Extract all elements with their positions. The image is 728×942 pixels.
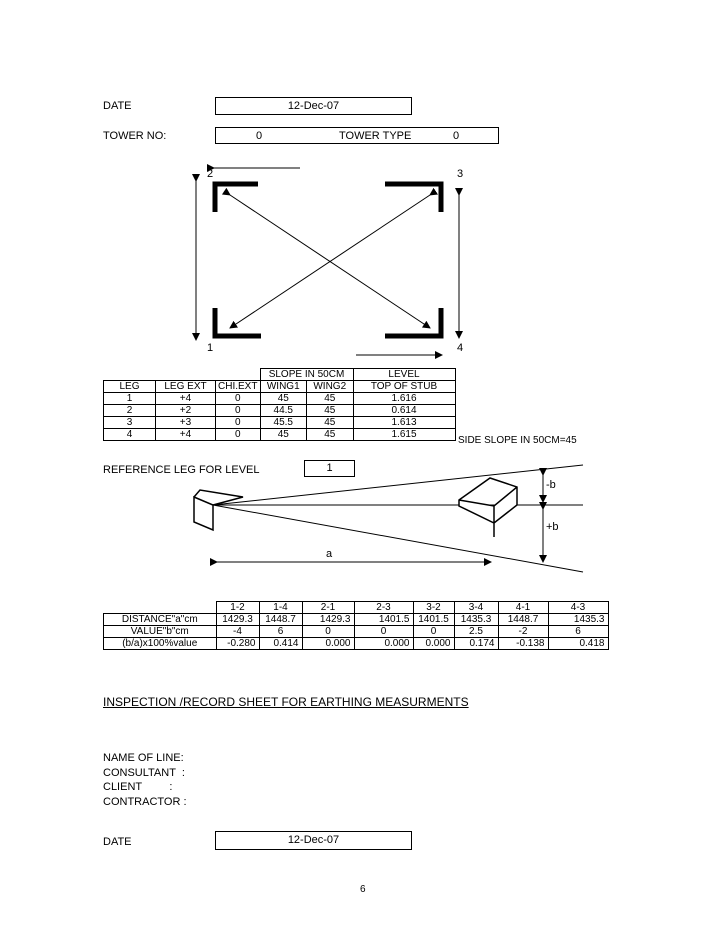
earthing-date-field[interactable]: 12-Dec-07 — [215, 831, 412, 850]
cell: 45 — [307, 393, 354, 405]
cell: 0 — [216, 393, 261, 405]
table-row — [104, 614, 609, 626]
col-header: WING1 — [260, 381, 307, 393]
col-header: 3-2 — [413, 602, 454, 614]
earthing-date-label: DATE — [103, 836, 132, 848]
date-field[interactable]: 12-Dec-07 — [215, 97, 412, 115]
row-label: DISTANCE"a"cm — [104, 614, 217, 626]
cell: 0 — [413, 626, 454, 638]
col-header: 1-2 — [216, 602, 259, 614]
cell: 1401.5 — [354, 614, 413, 626]
cell: 0 — [354, 626, 413, 638]
cell: -2 — [498, 626, 548, 638]
right-stub — [459, 478, 517, 537]
cell: 4 — [104, 429, 156, 441]
table-row — [104, 638, 609, 650]
cell: -0.138 — [498, 638, 548, 650]
contractor-label: CONTRACTOR : — [103, 796, 187, 808]
earthing-heading: INSPECTION /RECORD SHEET FOR EARTHING MEASURMENTS — [103, 695, 469, 709]
cell: 3 — [104, 417, 156, 429]
level-group-header: LEVEL — [353, 369, 455, 381]
cell: 6 — [259, 626, 302, 638]
tower-type-value[interactable]: 0 — [453, 130, 460, 142]
cell: 0.418 — [548, 638, 608, 650]
row-label: VALUE"b"cm — [104, 626, 217, 638]
cell: -4 — [216, 626, 259, 638]
cell: 45 — [260, 393, 307, 405]
upper-sight-line — [213, 465, 583, 505]
plus-b-label: +b — [546, 521, 559, 533]
col-header: 2-3 — [354, 602, 413, 614]
cell: 6 — [548, 626, 608, 638]
col-header: TOP OF STUB — [353, 381, 455, 393]
cell: 2 — [104, 405, 156, 417]
cell: 45 — [307, 417, 354, 429]
col-header: 3-4 — [454, 602, 498, 614]
table-row — [104, 626, 609, 638]
minus-b-label: -b — [546, 479, 556, 491]
cell: 1429.3 — [302, 614, 354, 626]
cell: 45.5 — [260, 417, 307, 429]
date-label: DATE — [103, 100, 132, 112]
cell: 0.000 — [302, 638, 354, 650]
corner-label-1: 1 — [207, 342, 214, 354]
left-stub — [194, 490, 243, 530]
page-number: 6 — [360, 884, 366, 895]
col-header: 1-4 — [259, 602, 302, 614]
corner-label-2: 2 — [207, 168, 214, 180]
col-header: 4-1 — [498, 602, 548, 614]
cell: +2 — [156, 405, 216, 417]
tower-no-value[interactable]: 0 — [256, 130, 263, 142]
cell: 1 — [104, 393, 156, 405]
cell: 1429.3 — [216, 614, 259, 626]
cell: 0 — [302, 626, 354, 638]
tower-no-label: TOWER NO: — [103, 130, 167, 142]
cell: 0.000 — [413, 638, 454, 650]
cell: 0.614 — [353, 405, 455, 417]
col-header: LEG EXT — [156, 381, 216, 393]
cell: 0.000 — [354, 638, 413, 650]
cell: 0.174 — [454, 638, 498, 650]
cell: 1435.3 — [454, 614, 498, 626]
name-of-line-label: NAME OF LINE: — [103, 752, 184, 764]
cell: 45 — [307, 429, 354, 441]
cell: 1.615 — [353, 429, 455, 441]
distance-table — [103, 601, 609, 650]
col-header: 2-1 — [302, 602, 354, 614]
consultant-label: CONSULTANT : — [103, 767, 185, 779]
cell: 1401.5 — [413, 614, 454, 626]
cell: 0.414 — [259, 638, 302, 650]
cell: 1.616 — [353, 393, 455, 405]
cell: 1448.7 — [259, 614, 302, 626]
cell: 0 — [216, 417, 261, 429]
cell: +4 — [156, 393, 216, 405]
col-header: LEG — [104, 381, 156, 393]
corner-label-4: 4 — [457, 342, 464, 354]
slope-group-header: SLOPE IN 50CM — [260, 369, 353, 381]
row-label: (b/a)x100%value — [104, 638, 217, 650]
cell: 44.5 — [260, 405, 307, 417]
col-header: CHI.EXT — [216, 381, 261, 393]
cell: 2.5 — [454, 626, 498, 638]
cell: +4 — [156, 429, 216, 441]
cell: 45 — [260, 429, 307, 441]
cell: 1448.7 — [498, 614, 548, 626]
col-header: WING2 — [307, 381, 354, 393]
cell: 45 — [307, 405, 354, 417]
corner-label-3: 3 — [457, 168, 464, 180]
cell: +3 — [156, 417, 216, 429]
cell: 0 — [216, 405, 261, 417]
a-label: a — [326, 548, 333, 560]
reference-leg-label: REFERENCE LEG FOR LEVEL — [103, 464, 260, 476]
cell: -0.280 — [216, 638, 259, 650]
col-header: 4-3 — [548, 602, 608, 614]
cell: 1435.3 — [548, 614, 608, 626]
tower-type-label: TOWER TYPE — [339, 130, 412, 142]
reference-leg-value[interactable]: 1 — [304, 460, 355, 477]
client-label: CLIENT : — [103, 781, 173, 793]
side-slope-note: SIDE SLOPE IN 50CM=45 — [458, 435, 577, 446]
cell: 1.613 — [353, 417, 455, 429]
cell: 0 — [216, 429, 261, 441]
